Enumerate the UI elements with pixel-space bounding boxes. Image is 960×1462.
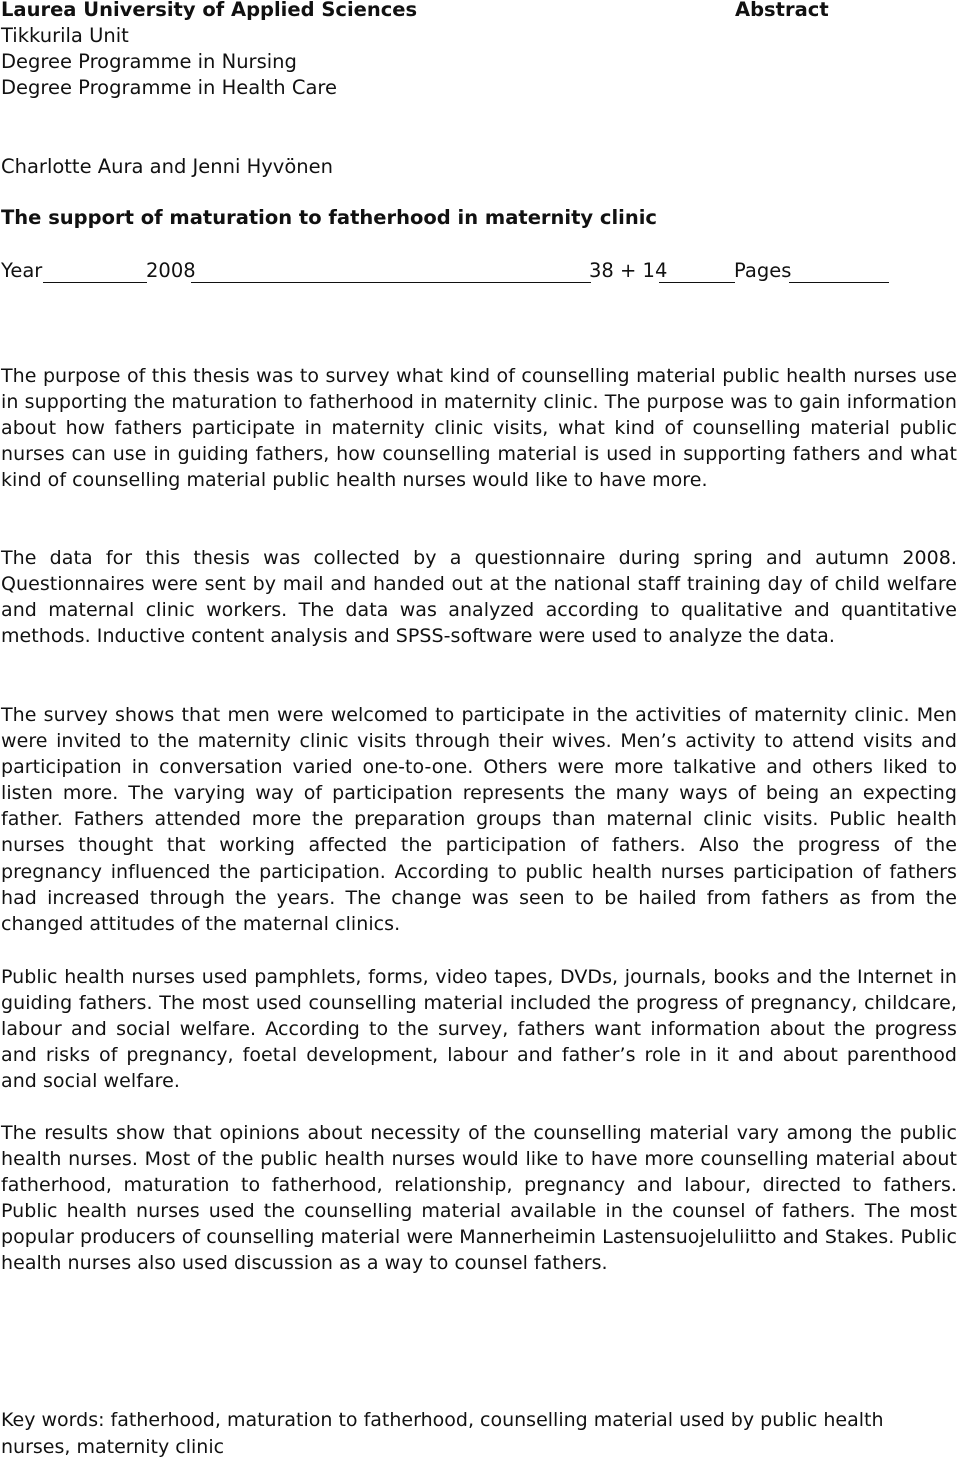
year-label: Year xyxy=(1,259,43,282)
keywords: Key words: fatherhood, maturation to fatherhood, counselling material used by public health nurses, maternity clinic xyxy=(1,1409,884,1458)
year-value: 2008 xyxy=(146,259,196,282)
abstract-paragraph-data: The data for this thesis was collected by a questionnaire during spring and autumn 2008. Questionnaires were sent by mail and handed out at the national staff training day of child welfare and maternal clinic workers. The data was analyzed according to qualitative and quantitative methods. Inductive content analysis and SPSS-software were used to analyze the data. xyxy=(1,547,957,648)
university-name: Laurea University of Applied Sciences xyxy=(1,0,418,21)
abstract-paragraph-results: The results show that opinions about necessity of the counselling material vary among the public health nurses. Most of the public health nurses would like to have more counselling material about fatherhood, maturation to fatherhood, relationship, pregnancy and labour, directed to fathers. Public health nurses used the counselling material available in the counsel of fathers. The most popular producers of counselling material were Mannerheimin Lastensuojeluliitto and Stakes. Public health nurses also used discussion as a way to counsel fathers. xyxy=(1,1122,957,1275)
field-underline xyxy=(191,282,591,283)
abstract-paragraph-purpose: The purpose of this thesis was to survey what kind of counselling material public health nurses use in supporting the maturation to fatherhood in maternity clinic. The purpose was to gain information about how fathers participate in maternity clinic visits, what kind of counselling material public nurses can use in guiding fathers, how counselling material is used in supporting fathers and what kind of counselling material public health nurses would like to have more. xyxy=(1,365,957,492)
year-pages-row xyxy=(1,258,891,286)
abstract-heading: Abstract xyxy=(735,0,829,21)
authors: Charlotte Aura and Jenni Hyvönen xyxy=(1,155,333,178)
pages-count: 38 + 14 xyxy=(589,259,668,282)
year-underline xyxy=(43,282,147,283)
pages-underline xyxy=(789,282,889,283)
pages-label: Pages xyxy=(734,259,792,282)
thesis-title: The support of maturation to fatherhood in maternity clinic xyxy=(1,206,657,229)
abstract-paragraph-material: Public health nurses used pamphlets, forms, video tapes, DVDs, journals, books and the Internet in guiding fathers. The most used counselling material included the progress of pregnancy, childcare, labour and social welfare. According to the survey, fathers want information about the progress and risks of pregnancy, foetal development, labour and father’s role in it and about parenthood and social welfare. xyxy=(1,966,957,1093)
degree-programme-health-care: Degree Programme in Health Care xyxy=(1,76,337,99)
pages-count-underline xyxy=(659,282,735,283)
unit-name: Tikkurila Unit xyxy=(1,24,129,47)
abstract-paragraph-survey: The survey shows that men were welcomed to participate in the activities of maternity clinic. Men were invited to the maternity clinic visits through their wives. Men’s activity to attend visits and participation in conversation varied one-to-one. Others were more talkative and others liked to listen more. The varying way of participation represents the many ways of being an expecting father. Fathers attended more the preparation groups than maternal clinic visits. Public health nurses thought that working affected the participation of fathers. Also the progress of the pregnancy influenced the participation. According to public health nurses participation of fathers had increased through the years. The change was seen to be hailed from fathers as from the changed attitudes of the maternal clinics. xyxy=(1,704,957,935)
degree-programme-nursing: Degree Programme in Nursing xyxy=(1,50,297,73)
